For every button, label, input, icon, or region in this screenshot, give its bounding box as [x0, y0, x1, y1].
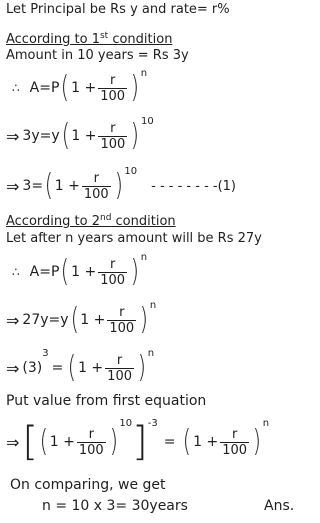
heading-condition-2: According to 2nd condition — [6, 213, 176, 229]
equation-amount-formula-1: ∴ A=P ( 1 + $\frac{r}{100}$ ) n — [12, 68, 148, 105]
equation-amount-formula-2: ∴ A=P ( 1 + $\frac{r}{100}$ ) n — [12, 252, 148, 289]
equation-27y: ⇒ 27y=y ( 1 + $\frac{r}{100}$ ) n — [6, 300, 157, 337]
text-result: n = 10 x 3= 30years — [42, 498, 188, 514]
text-answer-label: Ans. — [264, 498, 295, 514]
text-principal: Let Principal be Rs y and rate= r% — [6, 2, 230, 17]
text-put-value: Put value from first equation — [6, 393, 207, 409]
text-after-n-years: Let after n years amount will be Rs 27y — [6, 231, 262, 246]
text-amount-10-years: Amount in 10 years = Rs 3y — [6, 48, 189, 63]
equation-1: ⇒ 3= ( 1 + $\frac{r}{100}$ ) 10 - - - - - - - -(1) — [6, 166, 237, 203]
text-on-comparing: On comparing, we get — [10, 477, 166, 493]
equation-3-cubed: ⇒ (3) 3 = ( 1 + $\frac{r}{100}$ ) n — [6, 348, 155, 385]
equation-3y: ⇒ 3y=y ( 1 + $\frac{r}{100}$ ) 10 — [6, 116, 154, 153]
heading-condition-1: According to 1st condition — [6, 31, 173, 47]
equation-substitution: ⇒ [ ( 1 + $\frac{r}{100}$ ) 10 ] -3 = ( 1 + $\frac{r}{100}$ ) n — [6, 418, 270, 465]
